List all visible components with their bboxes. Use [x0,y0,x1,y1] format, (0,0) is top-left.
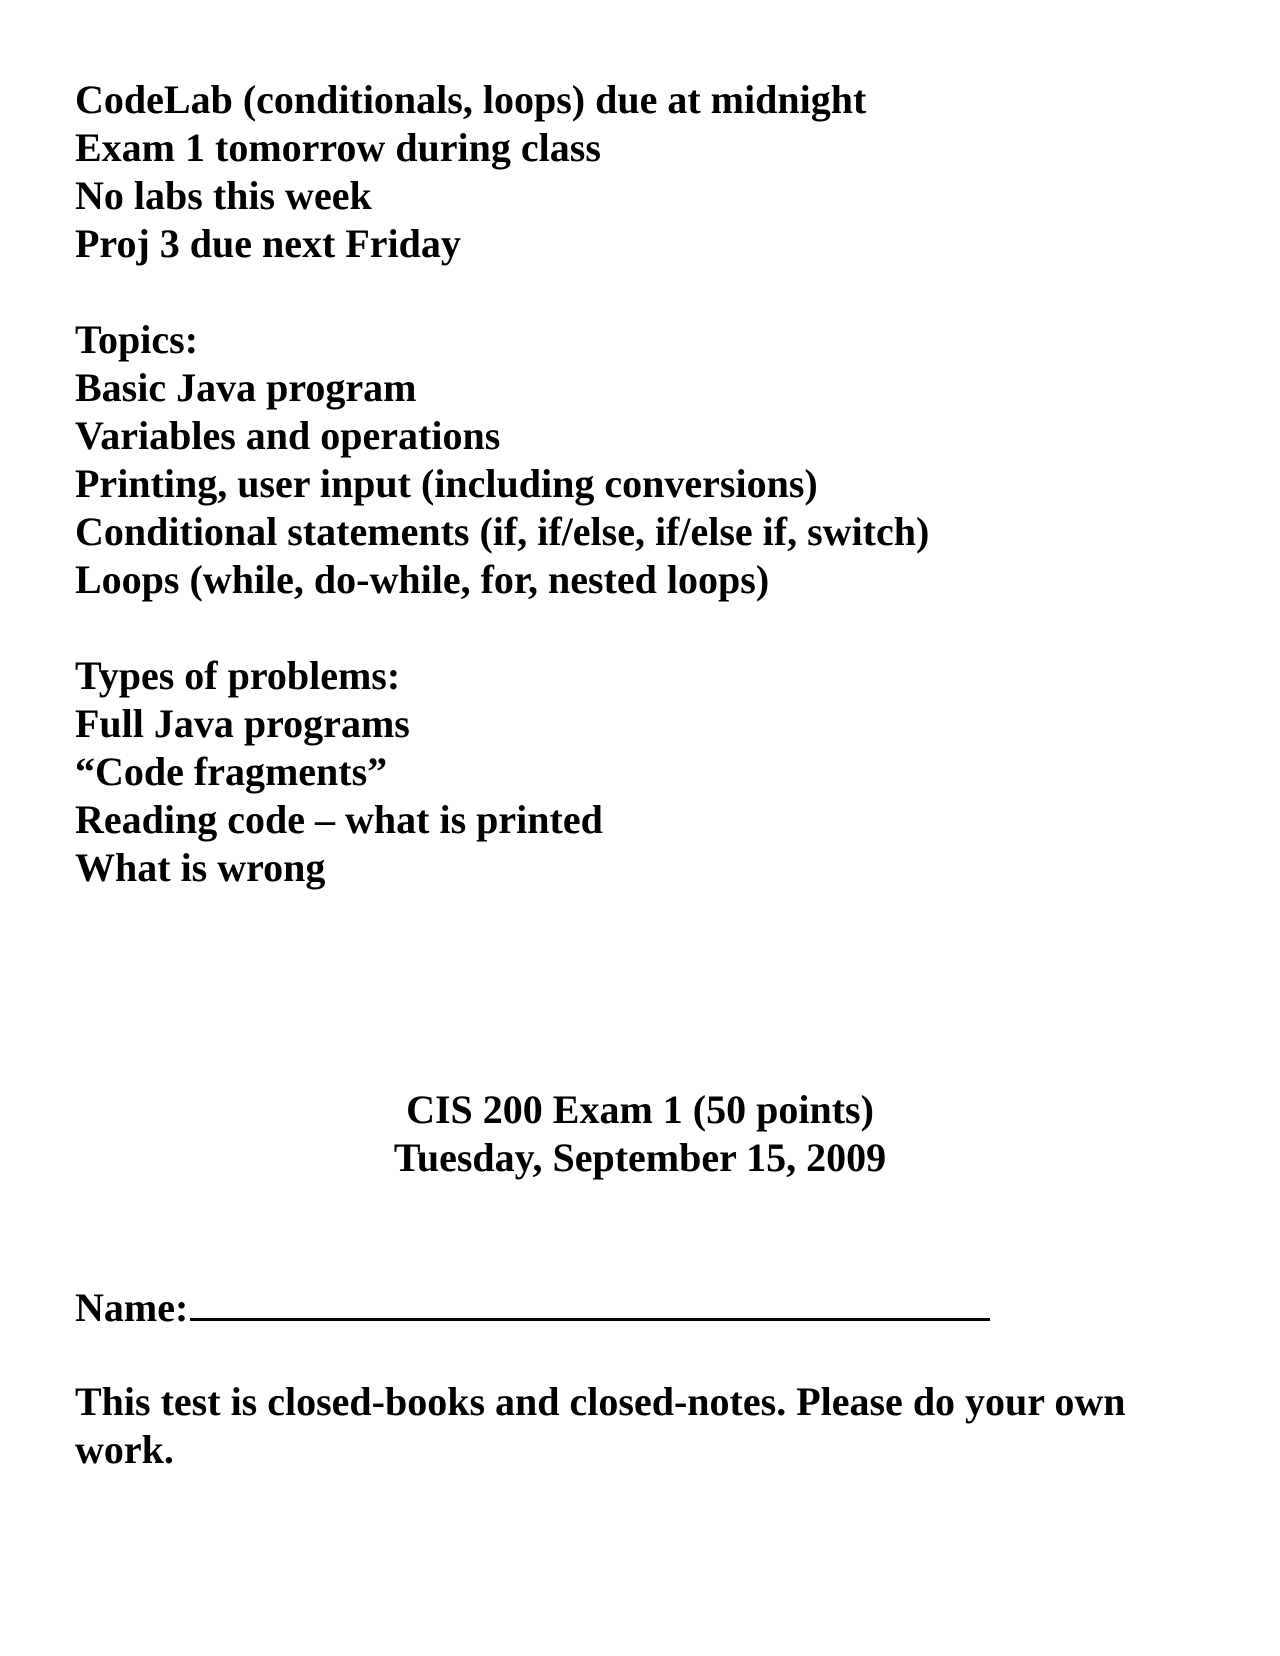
topic-item: Printing, user input (including conversions) [75,461,818,506]
topic-item: Loops (while, do-while, for, nested loops) [75,557,770,602]
topic-item: Variables and operations [75,413,501,458]
exam-title: CIS 200 Exam 1 (50 points) [406,1087,874,1132]
problem-type-item: “Code fragments” [75,749,388,794]
announcement-line: Proj 3 due next Friday [75,221,461,266]
name-field [75,1282,990,1332]
announcement-line: Exam 1 tomorrow during class [75,125,601,170]
topics-heading: Topics: [75,317,199,362]
problem-type-item: What is wrong [75,845,326,890]
name-blank-line[interactable] [190,1282,990,1321]
exam-date: Tuesday, September 15, 2009 [393,1135,887,1180]
instructions-text: This test is closed-books and closed-notes. Please do your own work. [75,1379,1126,1472]
announcement-line: CodeLab (conditionals, loops) due at midnight [75,77,867,122]
problem-types-heading: Types of problems: [75,653,401,698]
announcement-line: No labs this week [75,173,372,218]
problem-type-item: Reading code – what is printed [75,797,603,842]
name-label: Name: [75,1285,189,1330]
problem-type-item: Full Java programs [75,701,410,746]
topic-item: Conditional statements (if, if/else, if/else if, switch) [75,509,930,554]
topic-item: Basic Java program [75,365,417,410]
